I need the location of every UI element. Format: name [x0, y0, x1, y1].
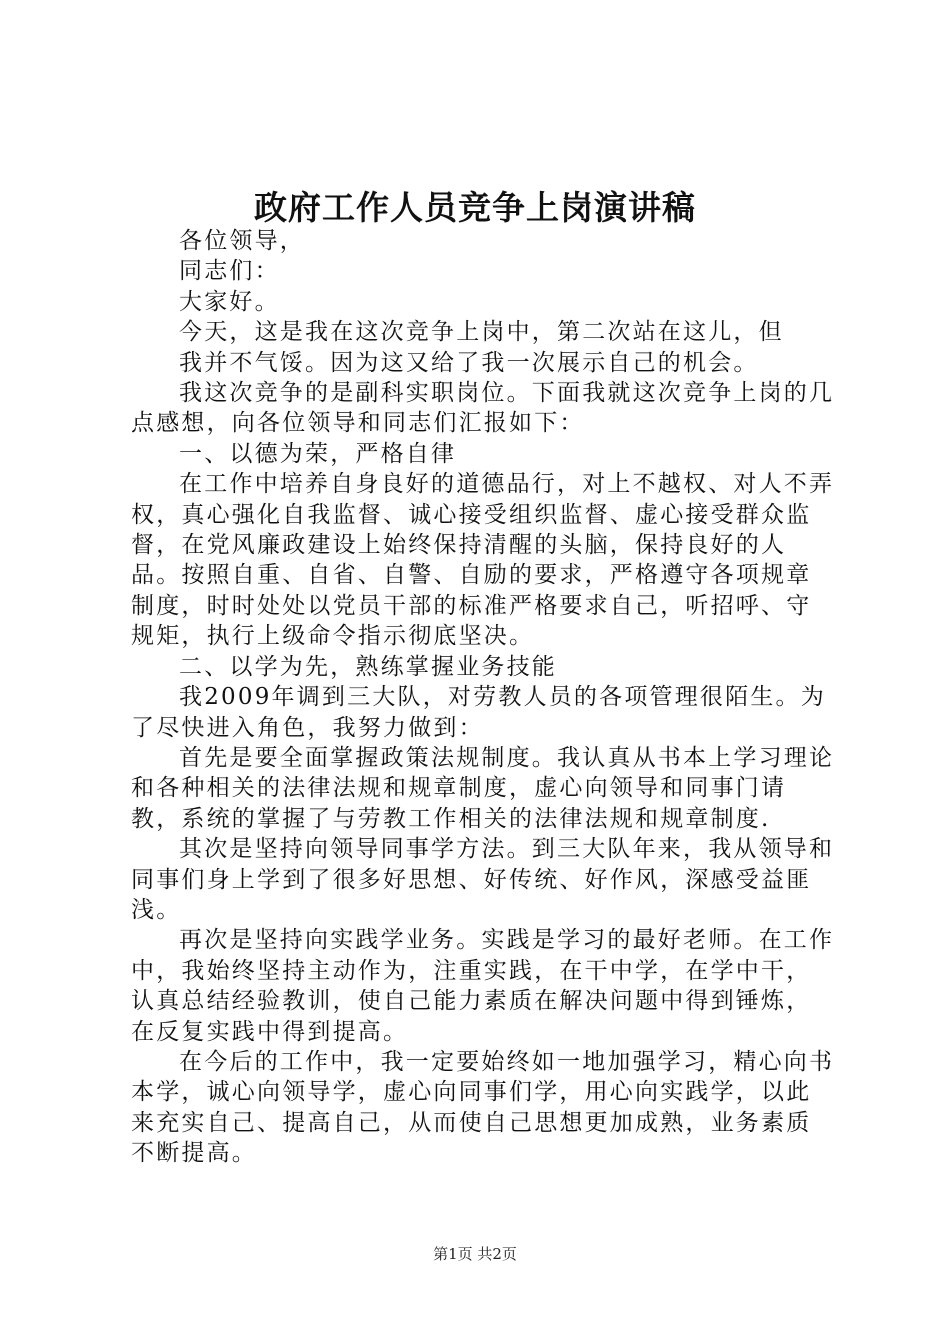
paragraph: 我2009年调到三大队，对劳教人员的各项管理很陌生。为了尽快进入角色，我努力做到：: [131, 684, 826, 741]
document-title: 政府工作人员竞争上岗演讲稿: [254, 188, 696, 227]
paragraph: 各位领导，: [179, 228, 305, 254]
paragraph: 其次是坚持向领导同事学方法。到三大队年来，我从领导和同事们身上学到了很多好思想、好传统、好作风，深感受益匪浅。: [131, 836, 835, 923]
paragraph: 我这次竞争的是副科实职岗位。下面我就这次竞争上岗的几点感想，向各位领导和同志们汇报如下：: [131, 380, 835, 437]
paragraph: 在工作中培养自身良好的道德品行，对上不越权、对人不弄权，真心强化自我监督、诚心接受组织监督、虚心接受群众监督，在党风廉政建设上始终保持清醒的头脑，保持良好的人品。按照自重、自省、自警、自励的要求，严格遵守各项规章制度，时时处处以党员干部的标准严格要求自己，听招呼、守规矩，执行上级命令指示彻底坚决。: [131, 471, 835, 650]
section-heading: 二、以学为先，熟练掌握业务技能: [179, 653, 557, 680]
paragraph: 在今后的工作中，我一定要始终如一地加强学习，精心向书本学，诚心向领导学，虚心向同事们学，用心向实践学，以此来充实自己、提高自己，从而使自己思想更加成熟，业务素质不断提高。: [131, 1048, 835, 1167]
paragraph: 再次是坚持向实践学业务。实践是学习的最好老师。在工作中，我始终坚持主动作为，注重实践，在干中学，在学中干，认真总结经验教训，使自己能力素质在解决问题中得到锤炼，在反复实践中得到提高。: [131, 927, 835, 1045]
paragraph: 我并不气馁。因为这又给了我一次展示自己的机会。: [179, 349, 759, 376]
document-body: [131, 226, 836, 1169]
page-footer: 第1页 共2页: [433, 1245, 517, 1263]
paragraph: 大家好。: [179, 288, 280, 315]
section-heading: 一、以德为荣，严格自律: [179, 440, 457, 467]
paragraph: 同志们：: [179, 258, 280, 285]
paragraph: 今天，这是我在这次竞争上岗中，第二次站在这儿，但: [179, 319, 784, 346]
paragraph: 首先是要全面掌握政策法规制度。我认真从书本上学习理论和各种相关的法律法规和规章制度，虚心向领导和同事门请教，系统的掌握了与劳教工作相关的法律法规和规章制度.: [131, 744, 835, 832]
